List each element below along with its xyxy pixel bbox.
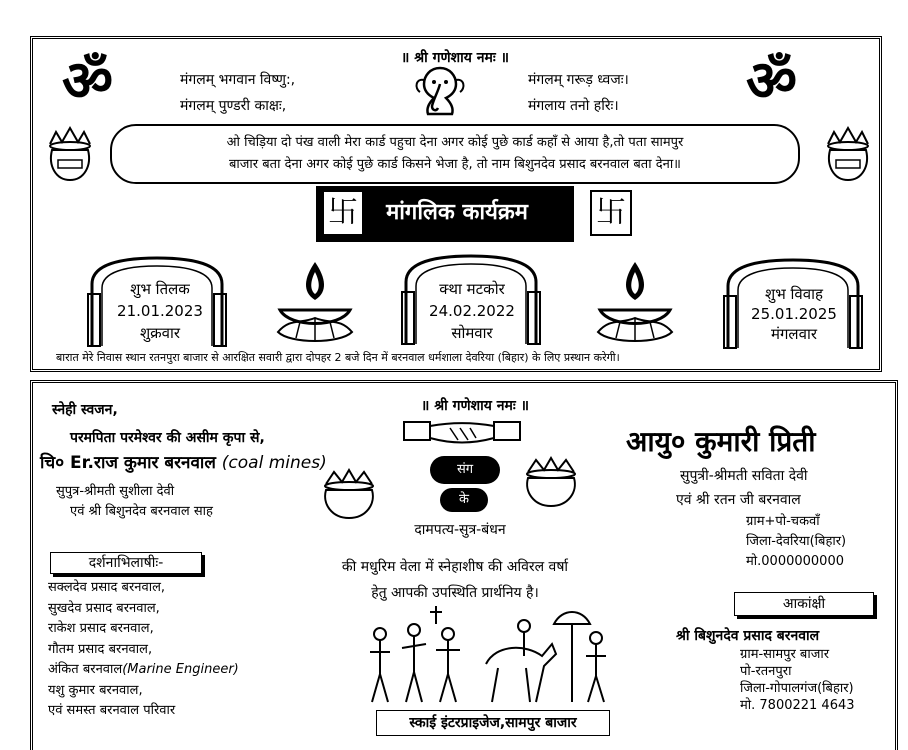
event-date: 24.02.2022 xyxy=(429,302,515,320)
akankshi-address xyxy=(740,646,855,714)
event-vivah xyxy=(734,284,854,344)
bride-address-line: जिला-देवरिया(बिहार) xyxy=(746,534,847,549)
darshan-item: सुखदेव प्रसाद बरनवाल, xyxy=(48,600,160,616)
bride-address-line: मो.0000000000 xyxy=(746,554,844,569)
darshan-item: एवं समस्त बरनवाल परिवार xyxy=(48,703,176,718)
event-day: शुक्रवार xyxy=(139,324,181,342)
ke-badge: के xyxy=(440,488,488,512)
darshan-item: गौतम प्रसाद बरनवाल, xyxy=(48,641,153,657)
shloka-right-line: मंगलाय तनो हरिः। xyxy=(528,98,619,114)
event-date: 25.01.2025 xyxy=(751,305,837,323)
bird-message-line: बाजार बता देना अगर कोई पुछे कार्ड किसने भेजा है, तो नाम बिशुनदेव प्रसाद बरनवाल बता देना॥ xyxy=(229,157,681,172)
akankshi-address-line: मो. 7800221 4643 xyxy=(740,698,855,713)
baraat-procession-icon xyxy=(356,604,618,708)
kalash-small-left-icon xyxy=(312,468,386,522)
program-title: मांगलिक कार्यक्रम xyxy=(386,200,528,225)
bride-name: आयु० कुमारी प्रिती xyxy=(626,425,816,458)
darshan-list xyxy=(48,578,239,722)
printer-credit: स्काई इंटरप्राइजेज,सामपुर बाजार xyxy=(376,710,610,736)
shloka-left xyxy=(180,70,295,116)
event-matkor xyxy=(412,278,532,344)
darshan-item: यशु कुमार बरनवाल, xyxy=(48,682,143,698)
darshan-item: सक्लदेव प्रसाद बरनवाल, xyxy=(48,580,166,595)
akankshi-address-line: ग्राम-सामपुर बाजार xyxy=(740,647,830,662)
akankshi-name: श्री बिशुनदेव प्रसाद बरनवाल xyxy=(676,628,820,644)
darshan-item xyxy=(48,660,239,681)
swastik-left-icon: 卐 xyxy=(322,190,364,236)
groom-parents xyxy=(56,482,213,522)
bottom-ganesh-mantra: ॥ श्री गणेशाय नमः ॥ xyxy=(420,398,530,414)
groom-name-text: चि० Er.राज कुमार बरनवाल xyxy=(40,453,216,473)
akankshi-address-line: पो-रतनपुरा xyxy=(740,664,792,679)
event-name: क्था मटकोर xyxy=(439,280,505,298)
groom-name xyxy=(40,450,327,473)
shloka-right-line: मंगलम् गरूड़ ध्वजः। xyxy=(528,72,629,88)
handshake-icon xyxy=(402,416,522,450)
event-name: शुभ तिलक xyxy=(130,280,190,298)
top-ganesh-mantra: ॥ श्री गणेशाय नमः ॥ xyxy=(400,50,510,66)
diya-right-icon xyxy=(590,258,680,350)
blessing-line: हेतु आपकी उपस्थिति प्रार्थनिय है। xyxy=(371,585,539,601)
darshan-item-text: अंकित बरनवाल xyxy=(48,662,123,677)
dampatya-line: दामपत्य-सुत्र-बंधन xyxy=(414,522,506,538)
kalash-small-right-icon xyxy=(514,456,588,510)
groom-note: (coal mines) xyxy=(221,453,327,473)
akankshi-address-line: जिला-गोपालगंज(बिहार) xyxy=(740,681,854,696)
bride-address-line: ग्राम+पो-चकवाँ xyxy=(746,514,820,529)
baraat-note: बारात मेरे निवास स्थान रतनपुरा बाजार से आरक्षित सवारी द्वारा दोपहर 2 बजे दिन में बरनवाल धर्मशाला देवरिया (बिहार) के लिए प्रस्थान करेगी। xyxy=(56,351,620,364)
blessing xyxy=(290,554,620,606)
bride-parents xyxy=(676,466,808,510)
om-right-icon: ॐ xyxy=(746,49,798,114)
darshan-item: राकेश प्रसाद बरनवाल, xyxy=(48,621,154,636)
groom-parent-line: सुपुत्र-श्रीमती सुशीला देवी xyxy=(56,484,175,499)
shloka-left-line: मंगलम् भगवान विष्णु:, xyxy=(180,72,296,88)
ankit-note: (Marine Engineer) xyxy=(122,662,239,677)
swastik-right-icon: 卐 xyxy=(590,190,632,236)
greeting: स्नेही स्वजन, xyxy=(52,402,118,418)
bird-message-line: ओ चिड़िया दो पंख वाली मेरा कार्ड पहुचा देना अगर कोई पुछे कार्ड कहाँ से आया है,तो पता सामपुर xyxy=(226,135,684,150)
bride-parent-line: एवं श्री रतन जी बरनवाल xyxy=(676,492,801,508)
shloka-left-line: मंगलम् पुण्डरी काक्षः, xyxy=(180,98,287,114)
bride-parent-line: सुपुत्री-श्रीमती सविता देवी xyxy=(680,468,808,484)
kalash-right-icon xyxy=(820,126,876,186)
event-day: मंगलवार xyxy=(771,325,817,343)
bride-address xyxy=(746,512,846,572)
om-left-icon: ॐ xyxy=(62,49,114,114)
event-date: 21.01.2023 xyxy=(117,302,203,320)
groom-parent-line: एवं श्री बिशुनदेव बरनवाल साह xyxy=(70,504,213,519)
blessing-line: की मधुरिम वेला में स्नेहाशीष की अविरल वर्षा xyxy=(341,559,569,575)
akankshi-label: आकांक्षी xyxy=(734,592,874,616)
event-tilak xyxy=(100,278,220,344)
ganesha-icon xyxy=(410,62,470,122)
kalash-left-icon xyxy=(42,126,98,186)
grace-line: परमपिता परमेश्वर की असीम कृपा से, xyxy=(70,430,265,446)
shloka-right xyxy=(528,70,629,116)
event-day: सोमवार xyxy=(451,324,493,342)
darshan-label: दर्शनाभिलाषीः- xyxy=(50,552,202,574)
event-name: शुभ विवाह xyxy=(765,285,823,303)
sang-badge: संग xyxy=(430,456,500,484)
bird-message-bubble xyxy=(110,124,800,184)
diya-left-icon xyxy=(270,258,360,350)
